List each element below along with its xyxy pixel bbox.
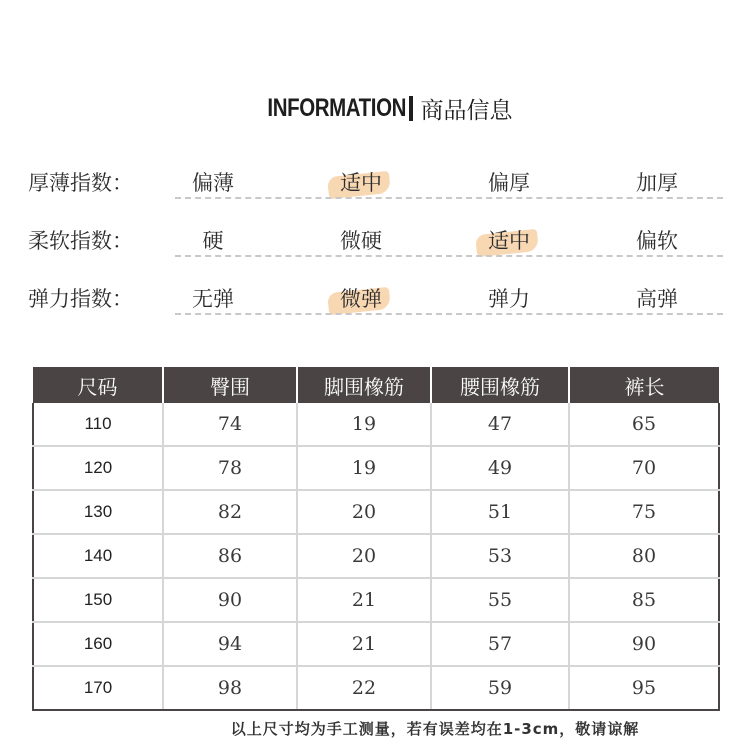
attribute-option-label: 偏软 xyxy=(636,229,678,253)
attribute-option xyxy=(612,283,702,311)
table-header-cell: 臀围 xyxy=(163,367,297,403)
measurement-cell: 94 xyxy=(163,622,297,666)
table-row xyxy=(33,490,719,534)
measurement-cell: 21 xyxy=(297,578,431,622)
attribute-option-label: 偏厚 xyxy=(488,171,530,195)
measurement-cell: 85 xyxy=(569,578,719,622)
table-header-row xyxy=(33,367,719,403)
attribute-option xyxy=(612,225,702,253)
table-body xyxy=(33,403,719,710)
dashed-divider xyxy=(175,255,723,257)
table-header-cell: 裤长 xyxy=(569,367,719,403)
attribute-option xyxy=(168,167,258,195)
title-separator xyxy=(409,96,413,121)
dashed-divider xyxy=(175,197,723,199)
table-row xyxy=(33,578,719,622)
size-cell: 110 xyxy=(33,403,163,446)
attribute-label: 弹力指数： xyxy=(28,287,133,311)
measurement-cell: 20 xyxy=(297,534,431,578)
measurement-cell: 75 xyxy=(569,490,719,534)
size-cell: 130 xyxy=(33,490,163,534)
table-header-cell: 腰围橡筋 xyxy=(431,367,569,403)
size-cell: 140 xyxy=(33,534,163,578)
attribute-option-label: 适中 xyxy=(488,229,530,253)
attribute-option-label: 无弹 xyxy=(192,287,234,311)
attribute-option xyxy=(464,167,554,195)
measurement-cell: 19 xyxy=(297,403,431,446)
measurement-cell: 53 xyxy=(431,534,569,578)
measurement-cell: 49 xyxy=(431,446,569,490)
info-title xyxy=(0,88,750,128)
dashed-divider xyxy=(175,313,723,315)
attribute-option-selected xyxy=(316,283,406,311)
attribute-option-selected xyxy=(316,167,406,195)
title-english: INFORMATION xyxy=(267,93,407,122)
table-row xyxy=(33,403,719,446)
table-row xyxy=(33,534,719,578)
size-table xyxy=(32,367,720,711)
measurement-cell: 95 xyxy=(569,666,719,710)
attribute-option xyxy=(464,283,554,311)
measurement-cell: 86 xyxy=(163,534,297,578)
measurement-cell: 65 xyxy=(569,403,719,446)
size-cell: 150 xyxy=(33,578,163,622)
measurement-cell: 47 xyxy=(431,403,569,446)
attribute-option-label: 适中 xyxy=(340,171,382,195)
measurement-cell: 51 xyxy=(431,490,569,534)
measurement-cell: 82 xyxy=(163,490,297,534)
measurement-cell: 19 xyxy=(297,446,431,490)
attribute-option xyxy=(612,167,702,195)
attribute-row xyxy=(0,153,750,211)
measurement-cell: 55 xyxy=(431,578,569,622)
attribute-option-label: 弹力 xyxy=(488,287,530,311)
title-chinese: 商品信息 xyxy=(420,97,513,124)
table-header-cell: 脚围橡筋 xyxy=(297,367,431,403)
measurement-cell: 21 xyxy=(297,622,431,666)
attribute-row xyxy=(0,211,750,269)
measurement-cell: 90 xyxy=(163,578,297,622)
attribute-label: 厚薄指数： xyxy=(28,171,133,195)
measurement-cell: 59 xyxy=(431,666,569,710)
table-row xyxy=(33,666,719,710)
attribute-option xyxy=(168,283,258,311)
attribute-option-label: 偏薄 xyxy=(192,171,234,195)
measurement-cell: 20 xyxy=(297,490,431,534)
attribute-option-label: 微弹 xyxy=(340,287,382,311)
attribute-option xyxy=(316,225,406,253)
attribute-option-label: 加厚 xyxy=(636,171,678,195)
measurement-cell: 78 xyxy=(163,446,297,490)
attribute-option-label: 高弹 xyxy=(636,287,678,311)
size-cell: 160 xyxy=(33,622,163,666)
table-row xyxy=(33,622,719,666)
measurement-cell: 98 xyxy=(163,666,297,710)
size-cell: 120 xyxy=(33,446,163,490)
measurement-cell: 74 xyxy=(163,403,297,446)
measurement-cell: 57 xyxy=(431,622,569,666)
measurement-cell: 90 xyxy=(569,622,719,666)
table-header-cell: 尺码 xyxy=(33,367,163,403)
measurement-cell: 22 xyxy=(297,666,431,710)
attribute-option-selected xyxy=(464,225,554,253)
table-row xyxy=(33,446,719,490)
attribute-row xyxy=(0,269,750,327)
attribute-label: 柔软指数： xyxy=(28,229,133,253)
measurement-cell: 80 xyxy=(569,534,719,578)
attribute-option xyxy=(168,225,258,253)
measurement-footnote: 以上尺寸均为手工测量，若有误差均在1-3cm，敬请谅解 xyxy=(230,720,640,738)
measurement-cell: 70 xyxy=(569,446,719,490)
attribute-option-label: 硬 xyxy=(202,229,224,253)
size-cell: 170 xyxy=(33,666,163,710)
attribute-option-label: 微硬 xyxy=(340,229,382,253)
